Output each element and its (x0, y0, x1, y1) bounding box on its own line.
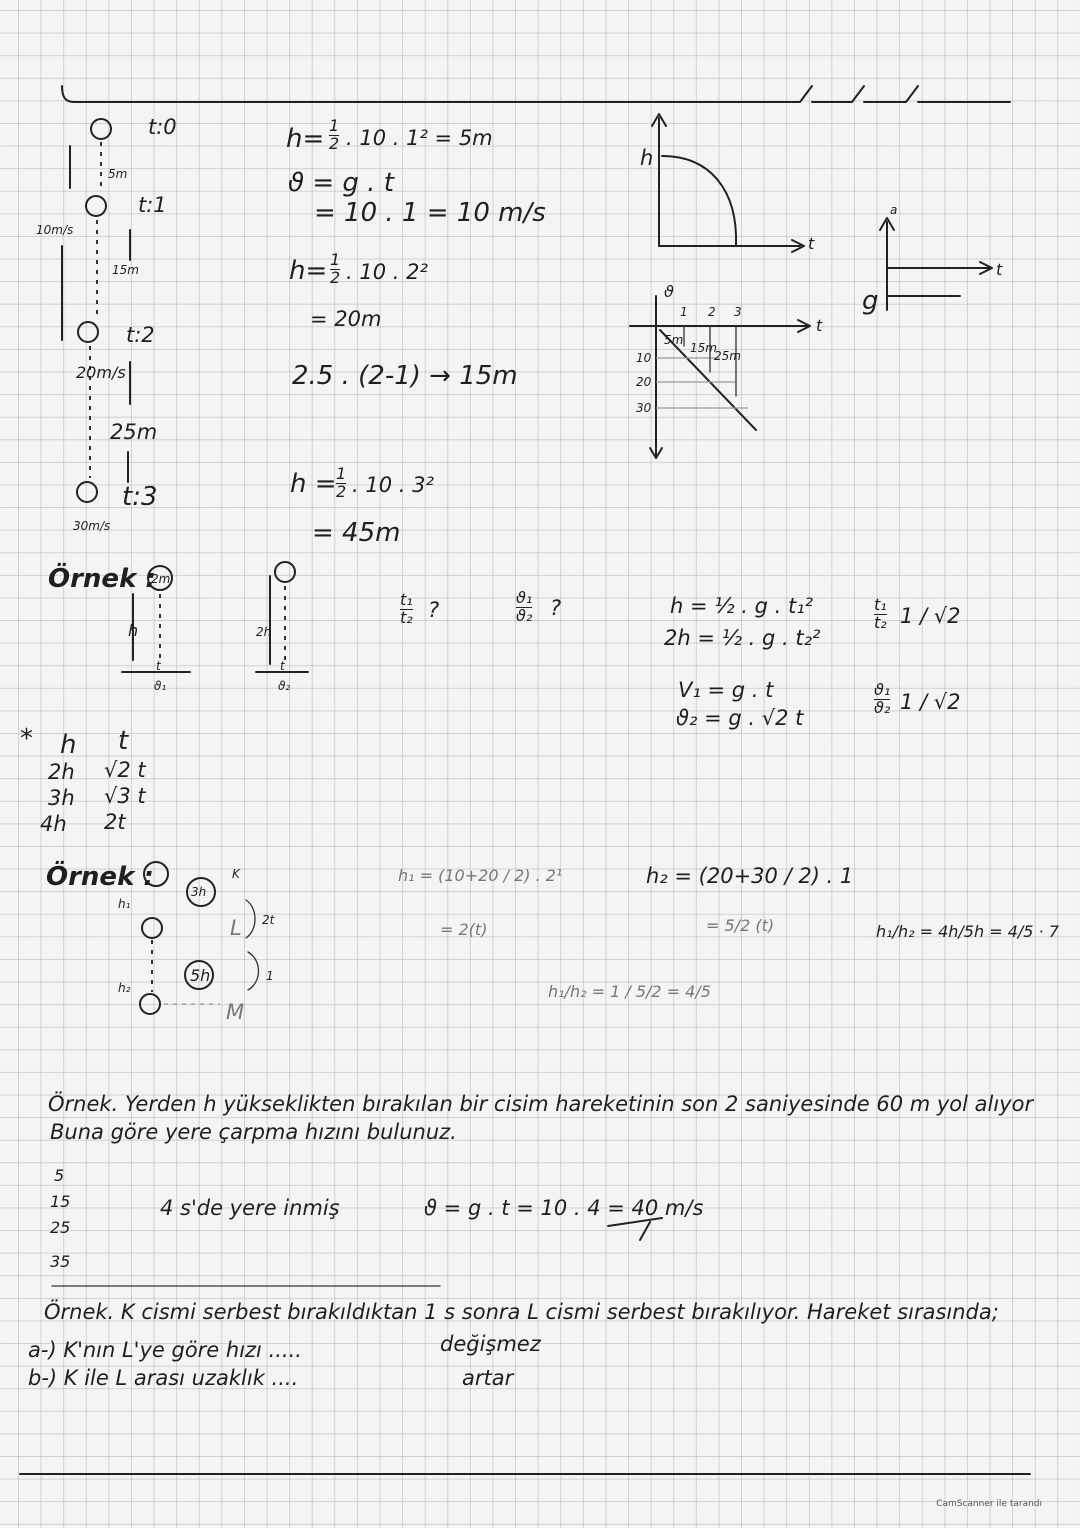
circle-3h: 3h (191, 885, 207, 899)
eq-v-value: = 10 . 1 = 10 m/s (314, 198, 546, 228)
example-5-item-a: a-) K'nın L'ye göre hızı ..... (28, 1338, 302, 1362)
graph-v-xlabel: t (816, 316, 823, 335)
object-1-mass: 2m (151, 572, 171, 586)
label-t3: t:3 (122, 482, 158, 512)
height-h1: h₁ (118, 897, 131, 911)
graph-v-ylabel: ϑ (664, 282, 674, 301)
eq-h2-rest: . 10 . 2² (346, 260, 428, 284)
distance-25m: 25m (110, 420, 158, 444)
graph-h-xlabel: t (808, 234, 815, 253)
q-t-den: t₂ (400, 607, 413, 627)
sequence-15: 15 (50, 1192, 71, 1211)
table-row-2-h: 3h (48, 786, 75, 810)
eq-h1-fraction (329, 118, 339, 153)
question-v-mark: ? (550, 596, 562, 620)
r-v-den: ϑ₂ (874, 697, 891, 717)
q-t-num: t₁ (400, 590, 413, 609)
graph-v-area-1: 5m (664, 333, 684, 347)
example-5-answer-b: artar (462, 1366, 514, 1390)
example-4-note: 4 s'de yere inmiş (160, 1196, 340, 1220)
graph-v-ytick-20: 20 (636, 375, 652, 389)
interval-1: 1 (266, 969, 274, 983)
table-row-3-h: 4h (40, 812, 67, 836)
graph-a-ylabel: a (890, 203, 898, 217)
circle-5h: 5h (190, 966, 211, 985)
velocity-10: 10m/s (36, 223, 74, 237)
example-5-answer-a: değişmez (440, 1332, 541, 1356)
table-row-1-h: 2h (48, 760, 75, 784)
eq-h2-example3: h₂ = (20+30 / 2) . 1 (646, 864, 854, 888)
velocity-30: 30m/s (73, 519, 111, 533)
height-h2: h₂ (118, 981, 131, 995)
object-m-label: M (226, 1000, 245, 1024)
scanner-watermark: CamScanner ile tarandı (936, 1499, 1042, 1509)
eq-h1-rest: . 10 . 1² = 5m (346, 126, 493, 150)
ratio-final: h₁/h₂ = 4h/5h = 4/5 · 7 (876, 922, 1059, 941)
eq-h3-result: = 45m (312, 518, 401, 548)
eq-h3-fraction (336, 466, 346, 501)
result-t-value: 1 / √2 (900, 604, 961, 628)
example-5-item-b: b-) K ile L arası uzaklık .... (28, 1366, 299, 1390)
interval-2t: 2t (262, 913, 275, 927)
graph-v-xtick-2: 2 (708, 305, 716, 319)
table-row-1-t: √2 t (104, 758, 146, 782)
question-t-ratio (400, 592, 413, 627)
example-3-heading: Örnek : (46, 862, 154, 892)
velocity-20: 20m/s (76, 363, 126, 382)
eq-h1-num: 1 (329, 116, 340, 135)
graph-a-level: g (862, 286, 879, 316)
graph-v-ytick-10: 10 (636, 351, 652, 365)
distance-5m: 5m (108, 167, 128, 181)
graph-v-area-3: 25m (714, 349, 741, 363)
table-col-h: h (60, 730, 77, 760)
graph-v-area-2: 15m (690, 341, 717, 355)
ball-t2 (78, 322, 98, 342)
r-t-num: t₁ (874, 595, 887, 614)
question-t-mark: ? (428, 598, 440, 622)
eq-h1-prefix: h= (286, 124, 325, 154)
r-v-num: ϑ₁ (874, 680, 891, 699)
ratio-faint: h₁/h₂ = 1 / 5/2 = 4/5 (548, 982, 711, 1001)
ball-t1 (86, 196, 106, 216)
ball-t3 (77, 482, 97, 502)
object-1-height: h (128, 621, 139, 640)
object-k-label: K (232, 867, 240, 881)
eq-h-object1: h = ½ . g . t₁² (670, 594, 814, 618)
graph-a-xlabel: t (996, 260, 1003, 279)
eq-h1-example3-result: = 2(t) (440, 920, 488, 939)
eq-segment-calc: 2.5 . (2-1) → 15m (292, 361, 518, 391)
table-star: * (20, 724, 33, 754)
graph-h-ylabel: h (640, 146, 654, 170)
object-l-label: L (230, 916, 242, 940)
object-2-time: t (280, 659, 285, 673)
eq-h-object2: 2h = ½ . g . t₂² (664, 626, 821, 650)
distance-15m: 15m (112, 263, 139, 277)
eq-h2-den: 2 (330, 267, 341, 287)
object-2-velocity: ϑ₂ (278, 679, 291, 693)
graph-a-vs-t (880, 218, 992, 310)
object-1-velocity: ϑ₁ (154, 679, 167, 693)
r-t-den: t₂ (874, 612, 887, 632)
result-v-value: 1 / √2 (900, 690, 961, 714)
object-2-height: 2h (256, 625, 272, 639)
h-curve (662, 156, 736, 246)
eq-h2-prefix: h= (289, 256, 328, 286)
result-v-ratio (874, 682, 890, 717)
eq-h2-fraction (330, 252, 340, 287)
eq-v-definition: ϑ = g . t (288, 168, 394, 198)
eq-h3-den: 2 (336, 481, 347, 501)
graph-v-xtick-1: 1 (680, 305, 688, 319)
eq-h2-num: 1 (330, 250, 341, 269)
eq-h2-result: = 20m (310, 307, 382, 331)
eq-v-object2: ϑ₂ = g . √2 t (676, 706, 804, 730)
table-row-3-t: 2t (104, 810, 126, 834)
example-4-text-line2: Buna göre yere çarpma hızını bulunuz. (50, 1120, 457, 1144)
label-t0: t:0 (148, 115, 177, 139)
graph-v-vs-t (630, 296, 810, 458)
result-t-ratio (874, 597, 887, 632)
eq-h3-num: 1 (336, 464, 347, 483)
eq-h1-example3: h₁ = (10+20 / 2) . 2¹ (398, 866, 563, 885)
q-v-num: ϑ₁ (516, 588, 533, 607)
eq-v-object1: V₁ = g . t (678, 678, 774, 702)
graph-v-xtick-3: 3 (734, 305, 742, 319)
eq-h1-den: 2 (329, 133, 340, 153)
page-header-rule (62, 86, 1010, 102)
table-row-2-t: √3 t (104, 784, 146, 808)
label-t1: t:1 (138, 193, 167, 217)
question-v-ratio (516, 590, 532, 625)
eq-h3-rest: . 10 . 3² (352, 473, 434, 497)
example-2-heading: Örnek : (48, 564, 156, 594)
q-v-den: ϑ₂ (516, 605, 533, 625)
eq-h3-prefix: h = (290, 469, 337, 499)
object-1-time: t (156, 659, 161, 673)
graph-v-ytick-30: 30 (636, 401, 652, 415)
sequence-35: 35 (50, 1252, 71, 1271)
answer-underline (608, 1218, 662, 1240)
sequence-5: 5 (54, 1166, 65, 1185)
example-4-answer: ϑ = g . t = 10 . 4 = 40 m/s (424, 1196, 704, 1220)
eq-h2-example3-result: = 5/2 (t) (706, 916, 775, 935)
sequence-25: 25 (50, 1218, 71, 1237)
table-col-t: t (118, 726, 129, 756)
label-t2: t:2 (126, 323, 155, 347)
example-5-text-line1: Örnek. K cismi serbest bırakıldıktan 1 s sonra L cismi serbest bırakılıyor. Hareket sırasında; (44, 1300, 999, 1324)
example-4-text-line1: Örnek. Yerden h yükseklikten bırakılan bir cisim hareketinin son 2 saniyesinde 60 m yol alıyor (48, 1092, 1034, 1116)
ball-t0 (91, 119, 111, 139)
graph-h-vs-t (652, 114, 804, 252)
